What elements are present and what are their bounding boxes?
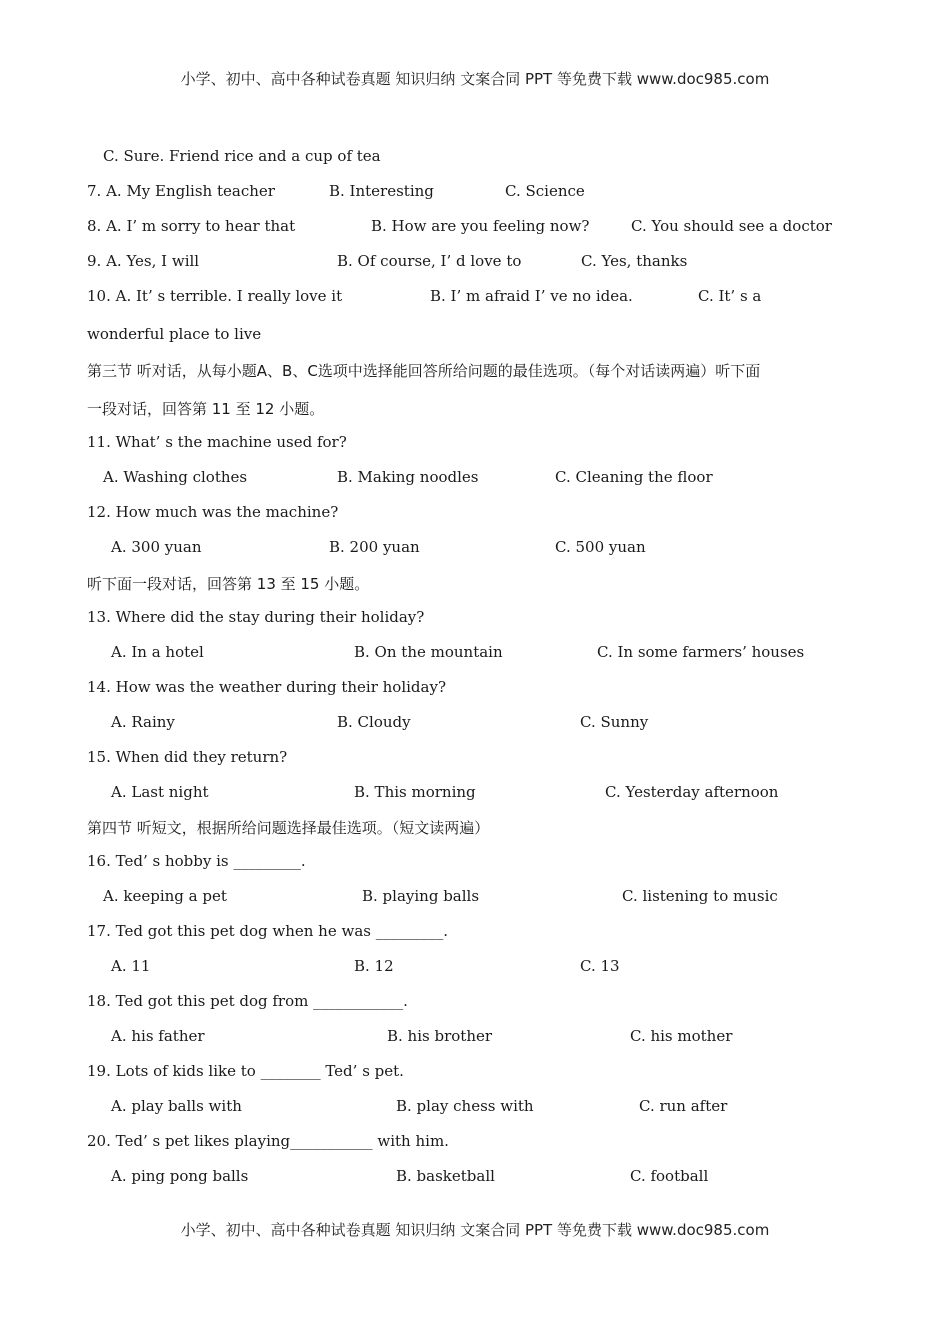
section3b-instructions: [0, 573, 950, 595]
q16-question: 16. Ted’ s hobby is _________.: [87, 852, 306, 870]
q8-option-b: B. How are you feeling now?: [371, 217, 590, 235]
section3-line2: 一段对话，回答第 11 至 12 小题。: [87, 400, 325, 418]
q12-option-b: B. 200 yuan: [329, 538, 420, 556]
q10-option-c-cont: wonderful place to live: [87, 325, 262, 343]
q15-question-row: [0, 748, 950, 770]
q20-options-row: [0, 1167, 950, 1189]
q7-row: [0, 182, 950, 204]
q16-option-c: C. listening to music: [622, 887, 778, 905]
q14-question-row: [0, 678, 950, 700]
q7-option-b: B. Interesting: [329, 182, 434, 200]
q20-question-row: [0, 1132, 950, 1154]
q18-question-row: [0, 992, 950, 1014]
q8-row: [0, 217, 950, 239]
q20-option-c: C. football: [630, 1167, 709, 1185]
page-header: 小学、初中、高中各种试卷真题 知识归纳 文案合同 PPT 等免费下载 www.doc985.com: [180, 70, 770, 88]
q20-question: 20. Ted’ s pet likes playing___________ with him.: [87, 1132, 449, 1150]
q10-option-c: C. It’ s a: [698, 287, 762, 305]
q19-question-row: [0, 1062, 950, 1084]
q16-options-row: [0, 887, 950, 909]
q15-option-b: B. This morning: [354, 783, 476, 801]
q13-question-row: [0, 608, 950, 630]
q10-row-cont: [0, 325, 950, 347]
q12-option-c: C. 500 yuan: [555, 538, 646, 556]
q19-question: 19. Lots of kids like to ________ Ted’ s pet.: [87, 1062, 404, 1080]
q10-option-b: B. I’ m afraid I’ ve no idea.: [430, 287, 633, 305]
q13-option-c: C. In some farmers’ houses: [597, 643, 805, 661]
q11-question: 11. What’ s the machine used for?: [87, 433, 347, 451]
q9-option-c: C. Yes, thanks: [581, 252, 688, 270]
q17-options-row: [0, 957, 950, 979]
q15-option-a: A. Last night: [111, 783, 209, 801]
section4-line: 第四节 听短文，根据所给问题选择最佳选项。（短文读两遍）: [87, 819, 490, 837]
q14-option-c: C. Sunny: [580, 713, 649, 731]
q13-option-b: B. On the mountain: [354, 643, 503, 661]
q7-option-c: C. Science: [505, 182, 585, 200]
q11-option-a: A. Washing clothes: [103, 468, 248, 486]
q12-question-row: [0, 503, 950, 525]
q18-options-row: [0, 1027, 950, 1049]
q13-options-row: [0, 643, 950, 665]
section3-instructions: [0, 360, 950, 382]
section3-line1: 第三节 听对话，从每小题A、B、C选项中选择能回答所给问题的最佳选项。（每个对话读两遍）听下面: [87, 362, 761, 380]
q19-option-a: A. play balls with: [111, 1097, 242, 1115]
q14-question: 14. How was the weather during their holiday?: [87, 678, 446, 696]
q17-question-row: [0, 922, 950, 944]
q13-option-a: A. In a hotel: [111, 643, 204, 661]
q12-option-a: A. 300 yuan: [111, 538, 202, 556]
q10-row: [0, 287, 950, 309]
q11-options-row: [0, 468, 950, 490]
section3b-line: 听下面一段对话，回答第 13 至 15 小题。: [87, 575, 370, 593]
q17-option-c: C. 13: [580, 957, 620, 975]
q15-question: 15. When did they return?: [87, 748, 288, 766]
q19-option-c: C. run after: [639, 1097, 728, 1115]
q16-option-b: B. playing balls: [362, 887, 480, 905]
q7-option-a: 7. A. My English teacher: [87, 182, 275, 200]
q9-option-a: 9. A. Yes, I will: [87, 252, 200, 270]
q17-question: 17. Ted got this pet dog when he was _________.: [87, 922, 448, 940]
q6-row: [0, 147, 950, 169]
q10-option-a: 10. A. It’ s terrible. I really love it: [87, 287, 343, 305]
q9-option-b: B. Of course, I’ d love to: [337, 252, 522, 270]
page-footer: 小学、初中、高中各种试卷真题 知识归纳 文案合同 PPT 等免费下载 www.doc985.com: [180, 1221, 770, 1239]
q20-option-a: A. ping pong balls: [111, 1167, 249, 1185]
q18-question: 18. Ted got this pet dog from ____________.: [87, 992, 408, 1010]
q12-options-row: [0, 538, 950, 560]
q11-option-b: B. Making noodles: [337, 468, 479, 486]
section4-instructions: [0, 817, 950, 839]
q16-question-row: [0, 852, 950, 874]
q12-question: 12. How much was the machine?: [87, 503, 339, 521]
q16-option-a: A. keeping a pet: [103, 887, 227, 905]
q6-option-c: C. Sure. Friend rice and a cup of tea: [103, 147, 381, 165]
q9-row: [0, 252, 950, 274]
q18-option-a: A. his father: [111, 1027, 205, 1045]
q11-option-c: C. Cleaning the floor: [555, 468, 713, 486]
q13-question: 13. Where did the stay during their holiday?: [87, 608, 425, 626]
q19-options-row: [0, 1097, 950, 1119]
q14-option-a: A. Rainy: [111, 713, 175, 731]
q18-option-c: C. his mother: [630, 1027, 733, 1045]
q15-options-row: [0, 783, 950, 805]
q15-option-c: C. Yesterday afternoon: [605, 783, 779, 801]
section3-instructions-cont: [0, 398, 950, 420]
q17-option-b: B. 12: [354, 957, 394, 975]
q19-option-b: B. play chess with: [396, 1097, 534, 1115]
q18-option-b: B. his brother: [387, 1027, 493, 1045]
q8-option-c: C. You should see a doctor: [631, 217, 832, 235]
q11-question-row: [0, 433, 950, 455]
q20-option-b: B. basketball: [396, 1167, 495, 1185]
q17-option-a: A. 11: [111, 957, 151, 975]
q14-options-row: [0, 713, 950, 735]
q14-option-b: B. Cloudy: [337, 713, 411, 731]
q8-option-a: 8. A. I’ m sorry to hear that: [87, 217, 296, 235]
